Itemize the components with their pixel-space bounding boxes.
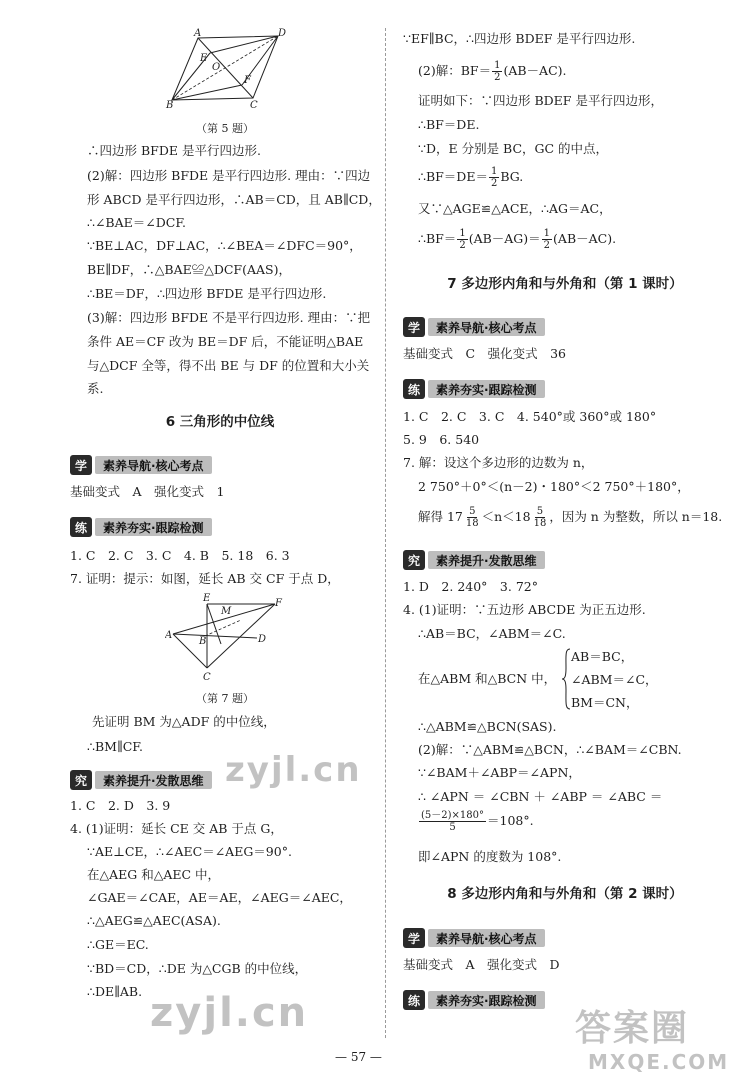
fig7-label-a: A	[165, 630, 173, 641]
banner-label: 素养导航·核心考点	[95, 456, 212, 474]
text-line: 与△DCF 全等，得不出 BE 与 DF 的位置和大小关	[87, 358, 370, 373]
text-line: ∴BM∥CF.	[87, 739, 143, 754]
figure-5-caption: （第 5 题）	[196, 122, 254, 135]
banner-label: 素养提升·发散思维	[428, 551, 545, 569]
text-segment: (2)解：BF＝	[418, 63, 492, 78]
fraction-5-18: $\frac{5}{18}$	[465, 506, 479, 529]
watermark: zyjl.cn	[150, 990, 309, 1036]
text-line: 先证明 BM 为△ADF 的中位线，	[92, 714, 276, 729]
text-line: ∵EF∥BC，∴四边形 BDEF 是平行四边形.	[403, 31, 636, 46]
banner-study	[403, 317, 545, 337]
text-line: 形 ABCD 是平行四边形，∴AB＝CD，且 AB∥CD，	[87, 192, 381, 207]
fig7-label-f: F	[275, 598, 282, 609]
banner-label: 素养导航·核心考点	[428, 318, 545, 336]
fig7-label-e: E	[203, 593, 211, 604]
figure-7-caption: （第 7 题）	[196, 692, 254, 705]
fig5-label-d: D	[278, 28, 287, 39]
text-line: 在△ABM 和△BCN 中，	[418, 671, 557, 686]
text-line: (2)解：∵△ABM≌△BCN，∴∠BAM＝∠CBN.	[418, 742, 682, 757]
text-line: ∵BE⊥AC，DF⊥AC，∴∠BEA＝∠DFC＝90°，	[87, 238, 362, 253]
text-line: 又∵△AGE≌△ACE，∴AG＝AC，	[418, 201, 612, 216]
badge-jiu: 究	[70, 770, 92, 790]
text-line: ∴∠BAE＝∠DCF.	[87, 215, 187, 230]
banner-explore	[403, 550, 545, 570]
answer-line: 7. 解：设这个多边形的边数为 n，	[403, 455, 594, 470]
banner-study	[70, 455, 212, 475]
fig7-label-c: C	[203, 672, 211, 682]
answer-line: 基础变式 C 强化变式 36	[403, 346, 566, 361]
text-line: (2)解：四边形 BFDE 是平行四边形. 理由：∵四边	[87, 168, 371, 183]
fraction-half: $\frac{1}{2}$	[494, 60, 501, 83]
fraction-5-18: $\frac{5}{18}$	[533, 506, 547, 529]
text-line: ∵AE⊥CE，∴∠AEC＝∠AEG＝90°.	[87, 844, 292, 859]
badge-lian: 练	[70, 517, 92, 537]
watermark-logo: 答案圈	[575, 1008, 690, 1049]
fig7-label-d: D	[258, 634, 267, 645]
figure-5	[160, 28, 290, 110]
section-7-title: 7 多边形内角和与外角和（第 1 课时）	[447, 276, 683, 292]
fig5-label-c: C	[250, 100, 258, 110]
text-segment: ，因为 n 为整数，所以 n＝18.	[549, 509, 723, 524]
fig5-label-f: F	[244, 75, 251, 86]
text-line	[418, 166, 523, 189]
system-item: AB＝BC，	[571, 649, 634, 664]
system-item: BM＝CN，	[571, 695, 639, 710]
fig7-label-m: M	[221, 606, 232, 617]
text-segment: ∴BF＝DE＝	[418, 169, 488, 184]
text-line	[418, 60, 566, 83]
column-divider	[385, 28, 386, 1038]
text-line: 即∠APN 的度数为 108°.	[418, 849, 562, 864]
text-segment: BG.	[500, 169, 524, 184]
text-line: 在△AEG 和△AEC 中，	[87, 867, 221, 882]
answer-line: 基础变式 A 强化变式 D	[403, 957, 560, 972]
fraction-angle: $\frac{(5-2)\times 180^\circ}{5}$	[421, 810, 484, 833]
text-segment: ∴BF＝	[418, 231, 457, 246]
banner-label: 素养提升·发散思维	[95, 771, 212, 789]
text-line	[418, 506, 722, 529]
fig5-label-b: B	[166, 100, 174, 110]
text-line	[418, 810, 534, 833]
text-line: ∴△ABM≌△BCN(SAS).	[418, 719, 557, 734]
badge-lian: 练	[403, 379, 425, 399]
text-line	[418, 228, 616, 251]
banner-practice	[403, 990, 545, 1010]
answer-line: 1. D 2. 240° 3. 72°	[403, 579, 538, 594]
text-line: ∵∠BAM＋∠ABP＝∠APN，	[418, 765, 581, 780]
text-segment: (AB－AG)＝	[468, 231, 541, 246]
text-line: ∴△AEG≌△AEC(ASA).	[87, 913, 221, 928]
text-segment: (AB－AC).	[503, 63, 567, 78]
banner-label: 素养夯实·跟踪检测	[428, 991, 545, 1009]
answer-line: 1. C 2. D 3. 9	[70, 798, 171, 813]
fig7-label-b: B	[199, 636, 207, 647]
fraction-half: $\frac{1}{2}$	[490, 166, 498, 189]
page-number: — 57 —	[335, 1050, 382, 1064]
text-segment: (AB－AC).	[553, 231, 617, 246]
text-line: BE∥DF，∴△BAE≌△DCF(AAS)，	[87, 262, 291, 277]
text-line: ∴BF＝DE.	[418, 117, 480, 132]
text-line: ∴四边形 BFDE 是平行四边形.	[87, 143, 261, 158]
banner-label: 素养导航·核心考点	[428, 929, 545, 947]
banner-study	[403, 928, 545, 948]
fig5-label-a: A	[194, 28, 202, 39]
text-line: ∴AB＝BC，∠ABM＝∠C.	[418, 626, 566, 641]
watermark-site: MXQE.COM	[588, 1050, 730, 1074]
text-line: ∵BD＝CD，∴DE 为△CGB 的中位线，	[87, 961, 308, 976]
text-segment: 解得 17	[418, 509, 463, 524]
banner-label: 素养夯实·跟踪检测	[428, 380, 545, 398]
text-line: 4. (1)证明：延长 CE 交 AB 于点 G，	[70, 821, 283, 836]
banner-label: 素养夯实·跟踪检测	[95, 518, 212, 536]
text-line: 条件 AE＝CF 改为 BE＝DF 后，不能证明△BAE	[87, 334, 364, 349]
text-segment: ＜n＜18	[481, 509, 531, 524]
badge-jiu: 究	[403, 550, 425, 570]
badge-xue: 学	[70, 455, 92, 475]
text-line: ∴ ∠APN ＝ ∠CBN ＋ ∠ABP ＝ ∠ABC ＝	[418, 789, 663, 804]
text-line: 证明如下：∵四边形 BDEF 是平行四边形，	[418, 93, 663, 108]
banner-explore	[70, 770, 212, 790]
text-line: 4. (1)证明：∵五边形 ABCDE 为正五边形.	[403, 602, 646, 617]
text-line: ∴DE∥AB.	[87, 984, 143, 999]
answer-line: 7. 证明：提示：如图，延长 AB 交 CF 于点 D，	[70, 571, 340, 586]
answer-line: 1. C 2. C 3. C 4. B 5. 18 6. 3	[70, 548, 290, 563]
fraction-half: $\frac{1}{2}$	[543, 228, 551, 251]
badge-xue: 学	[403, 928, 425, 948]
badge-lian: 练	[403, 990, 425, 1010]
fig5-label-e: E	[200, 53, 208, 64]
text-line: ∵D，E 分别是 BC，GC 的中点，	[418, 141, 609, 156]
text-segment: ＝108°.	[487, 813, 534, 828]
answer-line: 1. C 2. C 3. C 4. 540°或 360°或 180°	[403, 409, 657, 424]
system-brace	[561, 648, 571, 710]
banner-practice	[403, 379, 545, 399]
answer-line: 基础变式 A 强化变式 1	[70, 484, 225, 499]
text-line: (3)解：四边形 BFDE 不是平行四边形. 理由：∵把	[87, 310, 371, 325]
section-6-title: 6 三角形的中位线	[165, 414, 275, 430]
banner-practice	[70, 517, 212, 537]
section-8-title: 8 多边形内角和与外角和（第 2 课时）	[447, 886, 683, 902]
fraction-half: $\frac{1}{2}$	[459, 228, 466, 251]
text-line: ∠GAE＝∠CAE，AE＝AE，∠AEG＝∠AEC，	[87, 890, 352, 905]
badge-xue: 学	[403, 317, 425, 337]
fig5-label-o: O	[212, 62, 221, 73]
text-line: 系.	[87, 381, 104, 396]
figure-7	[165, 592, 285, 682]
system-item: ∠ABM＝∠C，	[571, 672, 658, 687]
text-line: 2 750°＋0°＜(n－2)・180°＜2 750°＋180°，	[418, 479, 690, 494]
answer-line: 5. 9 6. 540	[403, 432, 480, 447]
text-line: ∴GE＝EC.	[87, 937, 149, 952]
text-line: ∴BE＝DF，∴四边形 BFDE 是平行四边形.	[87, 286, 327, 301]
watermark: zyjl.cn	[225, 750, 362, 790]
